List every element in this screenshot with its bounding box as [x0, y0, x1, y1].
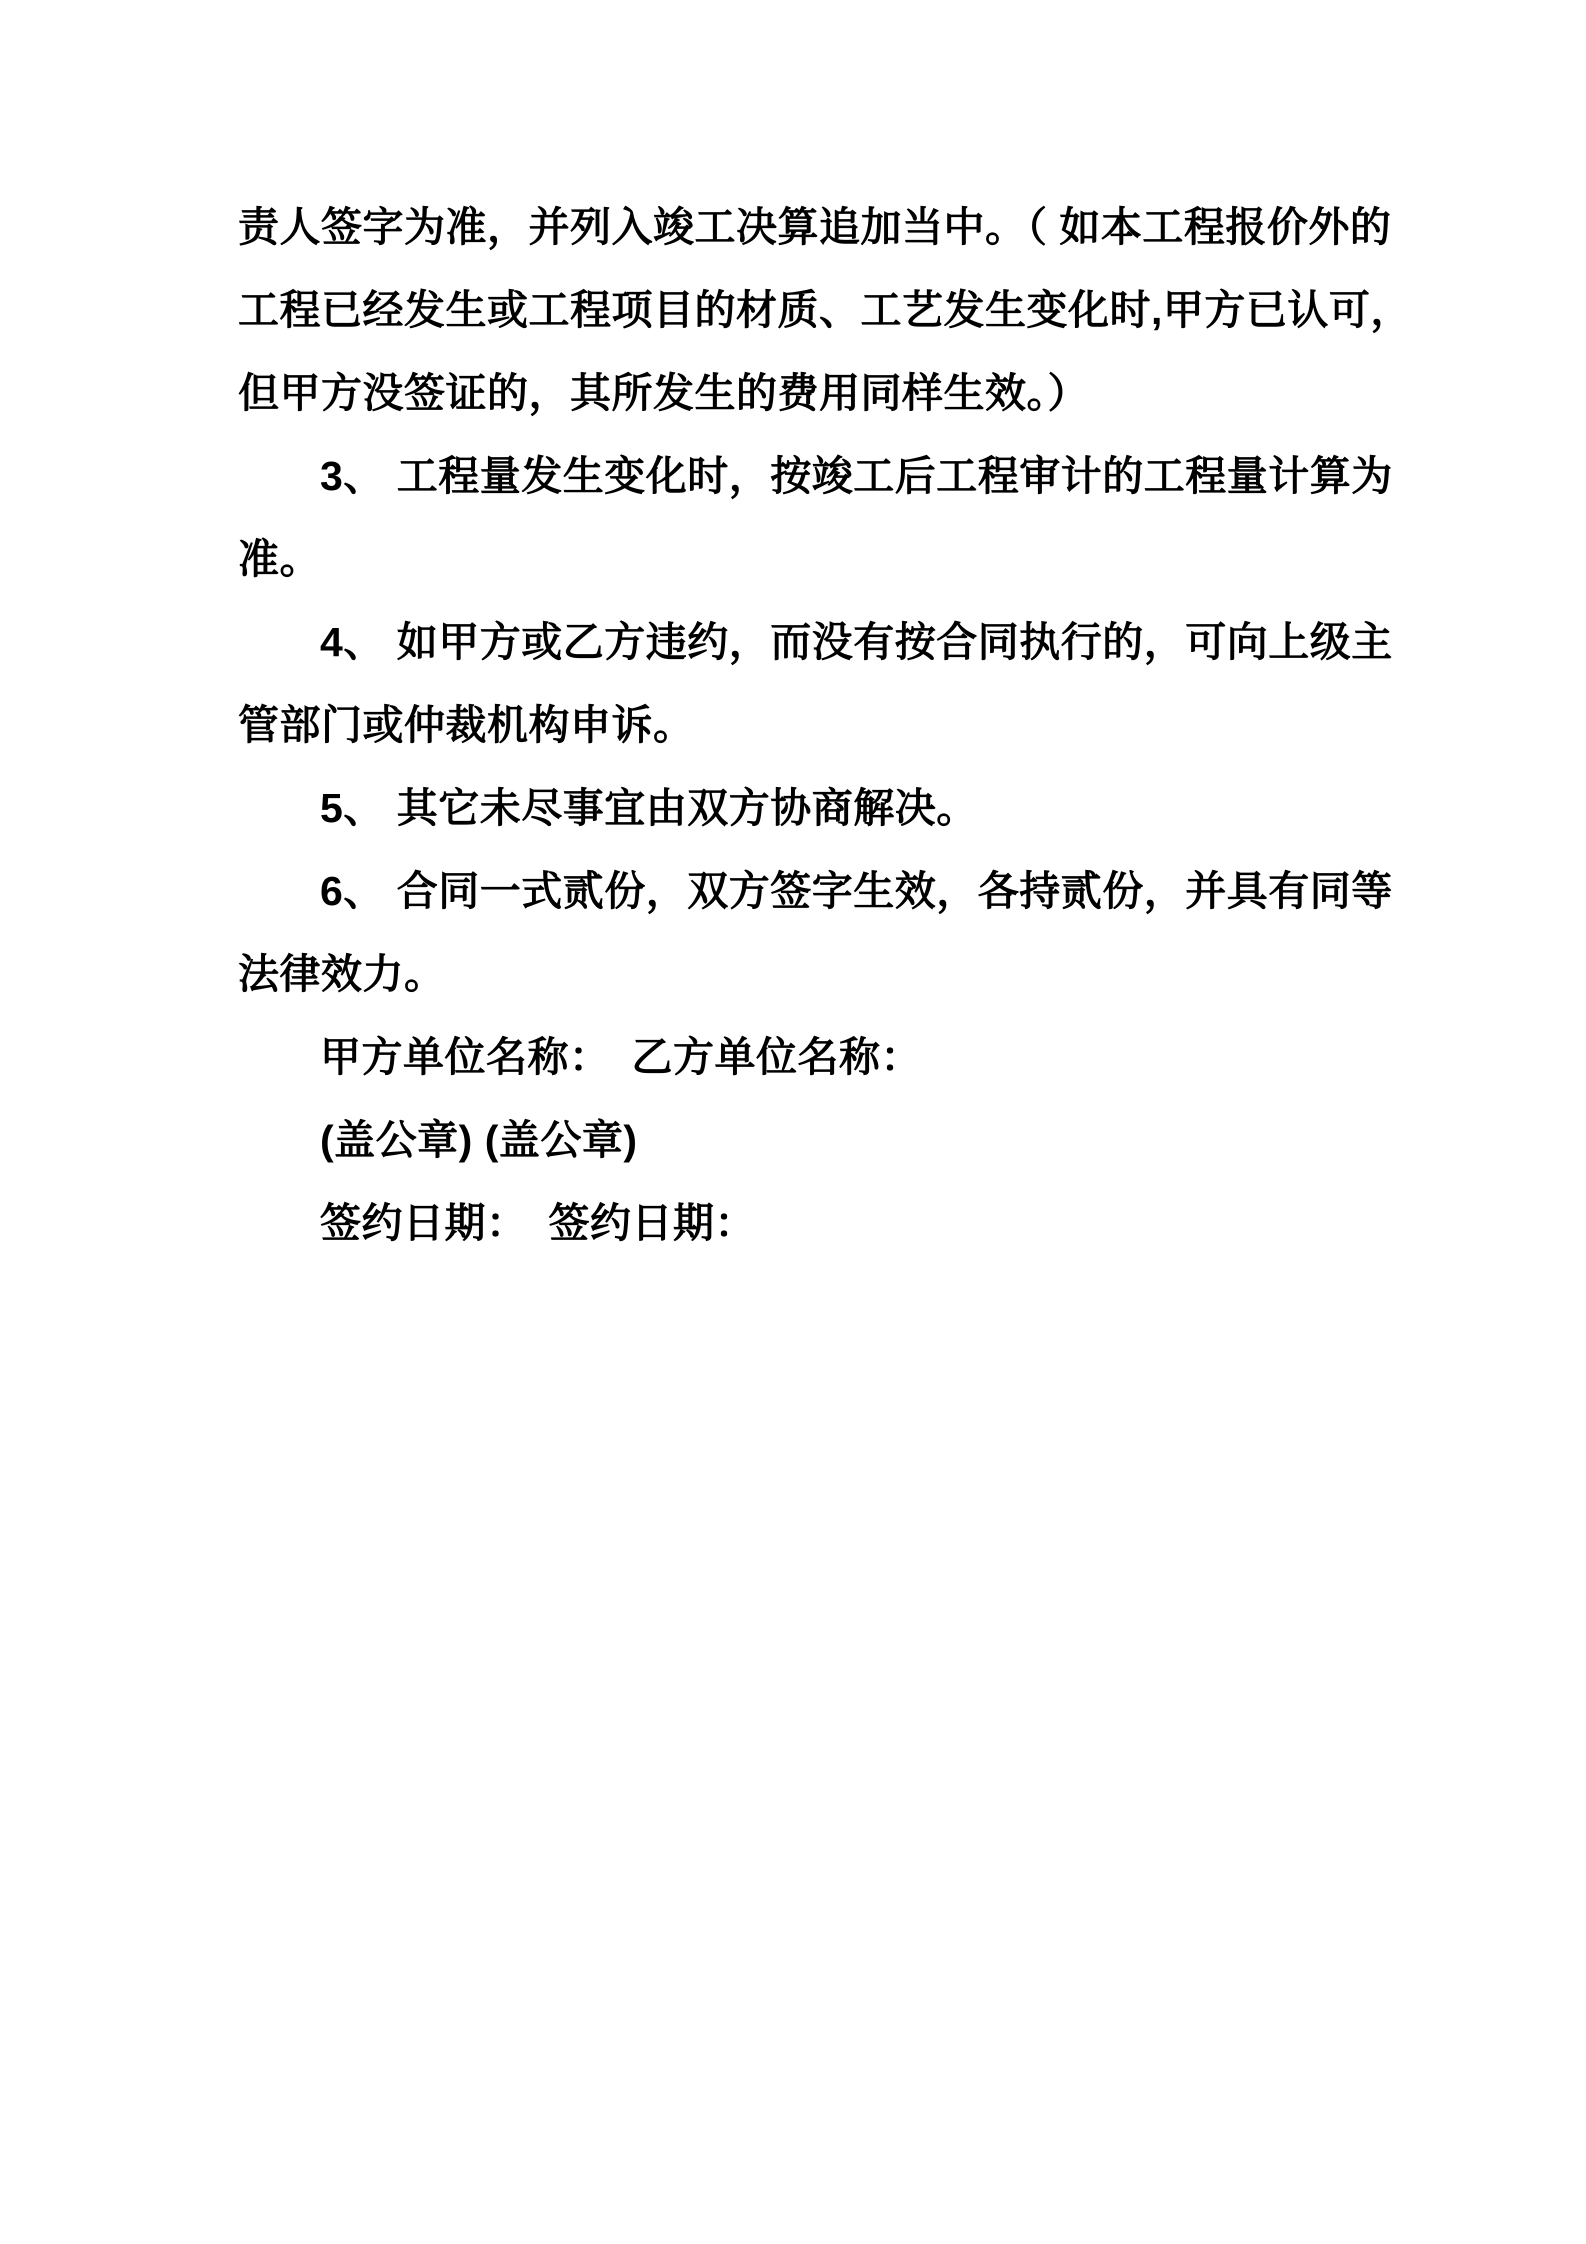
- contract-line-2: 工程已经发生或工程项目的材质、工艺发生变化时,甲方已认可，: [238, 287, 1412, 333]
- contract-line-10: 法律效力。: [238, 951, 446, 997]
- contract-line-5: 准。: [238, 536, 321, 582]
- contract-line-11: 甲方单位名称： 乙方单位名称：: [320, 1034, 922, 1080]
- contract-text-block: [238, 186, 1412, 1265]
- contract-line-12: (盖公章) (盖公章): [320, 1117, 638, 1163]
- contract-line-3: 但甲方没签证的，其所发生的费用同样生效。）: [238, 370, 1089, 416]
- contract-line-9: 6、 合同一式贰份，双方签字生效，各持贰份，并具有同等: [320, 868, 1393, 914]
- contract-line-4: 3、 工程量发生变化时，按竣工后工程审计的工程量计算为: [320, 453, 1393, 499]
- contract-line-7: 管部门或仲裁机构申诉。: [238, 702, 695, 748]
- contract-line-8: 5、 其它未尽事宜由双方协商解决。: [320, 785, 978, 831]
- contract-line-1: 责人签字为准，并列入竣工决算追加当中。（ 如本工程报价外的: [238, 204, 1392, 250]
- contract-line-13: 签约日期： 签约日期：: [320, 1200, 756, 1246]
- contract-line-6: 4、 如甲方或乙方违约，而没有按合同执行的，可向上级主: [320, 619, 1393, 665]
